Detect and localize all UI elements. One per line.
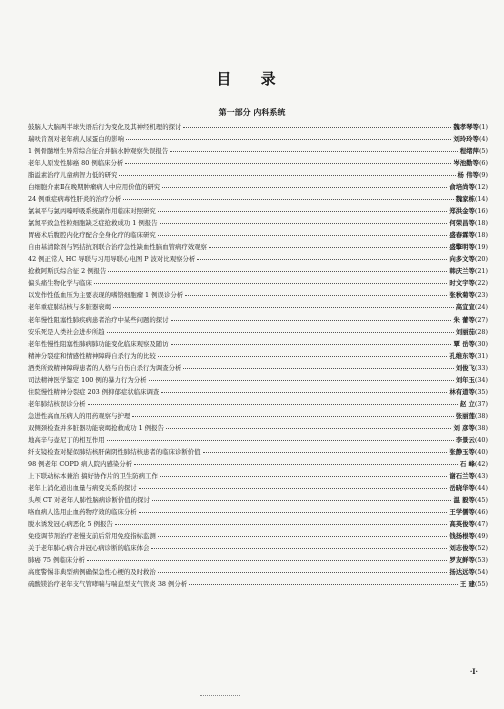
entry-page: (5) bbox=[478, 147, 488, 156]
leader-dots bbox=[126, 139, 452, 140]
toc-entry bbox=[28, 530, 488, 542]
entry-title: 肺癌 75 例临床分析 bbox=[28, 556, 85, 565]
entry-author: 高英俊等 bbox=[449, 520, 475, 529]
entry-title: 头颅 CT 对老年人肺性脑病诊断价值的探讨 bbox=[28, 495, 150, 504]
toc-entry bbox=[28, 374, 488, 386]
leader-dots bbox=[162, 187, 447, 188]
entry-title: 98 例老年 COPD 病人院内感染分析 bbox=[28, 459, 133, 468]
entry-title: 老年重症肺结核与多脏器衰竭 bbox=[28, 303, 112, 312]
leader-dots bbox=[158, 356, 448, 357]
entry-author: 林有道等 bbox=[449, 387, 475, 396]
leader-dots bbox=[107, 332, 454, 333]
entry-title: 氯氮平致急性粒细胞缺乏症抢救成功 1 例报告 bbox=[28, 219, 158, 228]
leader-dots bbox=[209, 247, 447, 248]
entry-title: 关于老年肺心病合并冠心病诊断的临床体会 bbox=[28, 544, 150, 553]
entry-author: 罗友鲜等 bbox=[449, 556, 475, 565]
entry-page: (40) bbox=[474, 435, 488, 444]
entry-title: 脱水诱发冠心病恶化 5 例报告 bbox=[28, 520, 113, 529]
leader-dots bbox=[132, 416, 453, 417]
entry-title: 以发作性低血压为主要表现的嗜铬细胞瘤 1 例误诊分析 bbox=[28, 291, 184, 300]
entry-page: (19) bbox=[474, 243, 488, 252]
entry-title: 老年肺结核误诊分析 bbox=[28, 399, 86, 408]
entry-title: 咯血病人选用止血药物疗效的临床分析 bbox=[28, 508, 137, 516]
entry-page: (38) bbox=[474, 423, 488, 432]
page-number: ·I· bbox=[469, 667, 478, 676]
leader-dots bbox=[183, 368, 453, 369]
entry-author: 程绪萍 bbox=[459, 147, 479, 156]
toc-entry bbox=[28, 338, 488, 350]
toc-entry bbox=[28, 265, 488, 277]
toc-entry bbox=[28, 518, 488, 530]
entry-author: 王 建 bbox=[459, 580, 475, 589]
leader-dots bbox=[171, 344, 452, 345]
leader-dots bbox=[166, 428, 452, 429]
entry-title: 1 例骨髓增生异常综合征合并脑水肿观察失误报告 bbox=[28, 147, 169, 156]
toc-entry bbox=[28, 506, 488, 518]
entry-author: 刘玲玲等 bbox=[453, 135, 479, 144]
entry-title: 瑞呋肯剂对老年病人尿蛋白的影响 bbox=[28, 135, 124, 144]
scan-mark bbox=[200, 694, 240, 696]
entry-page: (44) bbox=[474, 483, 488, 492]
toc-entry bbox=[28, 386, 488, 398]
toc-entry bbox=[28, 482, 488, 494]
entry-author: 盛春霖等 bbox=[449, 231, 475, 240]
entry-page: (46) bbox=[474, 508, 488, 516]
entry-page: (31) bbox=[474, 351, 488, 360]
entry-author: 张静玉等 bbox=[449, 447, 475, 456]
entry-author: 刘俊飞 bbox=[455, 363, 475, 372]
leader-dots bbox=[161, 392, 447, 393]
leader-dots bbox=[152, 500, 452, 501]
entry-title: 白细胞介素Ⅱ在晚期肿瘤病人中应用价值的研究 bbox=[28, 183, 161, 192]
entry-author: 魏家栋 bbox=[455, 195, 475, 204]
leader-dots bbox=[108, 271, 447, 272]
entry-title: 硫酸镁治疗老年支气管哮喘与喘息型支气管炎 38 例分析 bbox=[28, 580, 188, 589]
entry-page: (30) bbox=[474, 339, 488, 348]
entry-page: (47) bbox=[474, 520, 488, 529]
toc-entry bbox=[28, 326, 488, 338]
entry-page: (53) bbox=[474, 556, 488, 565]
entry-author: 时文宇等 bbox=[449, 279, 475, 288]
entry-title: 抢救阿斯氏综合征 2 例报告 bbox=[28, 267, 107, 276]
toc-entry bbox=[28, 121, 488, 133]
entry-author: 赵 立 bbox=[459, 399, 475, 408]
entry-title: 脂溢素治疗儿童病智力低的研究 bbox=[28, 171, 118, 180]
toc-entry bbox=[28, 554, 488, 566]
toc-entry bbox=[28, 362, 488, 374]
entry-page: (45) bbox=[474, 495, 488, 504]
entry-title: 双侧颈检查并多脏器功能衰竭抢救成功 1 例报告 bbox=[28, 423, 164, 432]
entry-page: (49) bbox=[474, 532, 488, 541]
entry-author: 何荣昌等 bbox=[449, 219, 475, 228]
leader-dots bbox=[160, 223, 448, 224]
entry-page: (42) bbox=[474, 459, 488, 468]
entry-title: 免疫调节剂治疗老慢支前后常用免疫指标监测 bbox=[28, 532, 156, 541]
entry-author: 杨 伟等 bbox=[457, 171, 479, 180]
toc-entry bbox=[28, 181, 488, 193]
leader-dots bbox=[158, 572, 448, 573]
entry-page: (18) bbox=[474, 219, 488, 228]
leader-dots bbox=[88, 404, 458, 405]
leader-dots bbox=[203, 452, 448, 453]
entry-title: 精神分裂症和情感性精神障碍自杀行为的比较 bbox=[28, 351, 156, 360]
entry-author: 向多文等 bbox=[449, 255, 475, 264]
entry-author: 张秋菊等 bbox=[449, 291, 475, 300]
entry-page: (6) bbox=[478, 159, 488, 168]
entry-author: 俞培尚等 bbox=[449, 183, 475, 192]
entry-page: (21) bbox=[474, 267, 488, 276]
entry-title: 司法精神医学鉴定 100 例的暴力行为分析 bbox=[28, 375, 147, 384]
leader-dots bbox=[158, 211, 448, 212]
entry-title: 纤支镜检查对疑似肺结核肝菌阴性肺结核患者的临床诊断价值 bbox=[28, 447, 201, 456]
leader-dots bbox=[160, 476, 447, 477]
entry-author: 韩庆兰等 bbox=[449, 267, 475, 276]
entry-author: 张丽莲 bbox=[455, 411, 475, 420]
toc-entry bbox=[28, 169, 488, 181]
entry-author: 岑池勤等 bbox=[453, 159, 479, 168]
leader-dots bbox=[171, 320, 452, 321]
entry-author: 谢石兰等 bbox=[449, 471, 475, 480]
entry-page: (18) bbox=[474, 231, 488, 240]
entry-page: (28) bbox=[474, 327, 488, 336]
toc-entry bbox=[28, 229, 488, 241]
entry-author: 岳晓华等 bbox=[449, 483, 475, 492]
entry-title: 急进性高血压病人的用药观察与护理 bbox=[28, 411, 131, 420]
leader-dots bbox=[113, 307, 454, 308]
entry-page: (4) bbox=[478, 135, 488, 144]
entry-author: 王学儒等 bbox=[449, 508, 475, 516]
entry-author: 覃 岳等 bbox=[453, 339, 475, 348]
leader-dots bbox=[119, 175, 455, 176]
toc-list bbox=[28, 121, 488, 590]
entry-title: 胃癌术后腹腔内化疗配合全身化疗的临床研究 bbox=[28, 231, 156, 240]
entry-page: (24) bbox=[474, 303, 488, 312]
leader-dots bbox=[107, 440, 454, 441]
leader-dots bbox=[115, 524, 447, 525]
entry-title: 上下联动标本兼治 搞好协作片的卫生防病工作 bbox=[28, 471, 158, 480]
toc-entry bbox=[28, 193, 488, 205]
entry-page: (33) bbox=[474, 363, 488, 372]
leader-dots bbox=[158, 235, 448, 236]
leader-dots bbox=[123, 199, 453, 200]
leader-dots bbox=[170, 151, 457, 152]
entry-title: 老年上消化道出血量与病变关系的探讨 bbox=[28, 483, 137, 492]
toc-entry bbox=[28, 314, 488, 326]
toc-entry bbox=[28, 205, 488, 217]
leader-dots bbox=[87, 560, 447, 561]
entry-page: (35) bbox=[474, 387, 488, 396]
entry-page: (55) bbox=[474, 580, 488, 589]
entry-title: 安乐死是人类社会进步所趋 bbox=[28, 327, 105, 336]
toc-entry bbox=[28, 434, 488, 446]
leader-dots bbox=[189, 584, 458, 585]
entry-page: (52) bbox=[474, 544, 488, 553]
entry-page: (14) bbox=[474, 195, 488, 204]
toc-entry bbox=[28, 277, 488, 289]
entry-title: 地高辛与壶尼丁的相互作用 bbox=[28, 435, 105, 444]
entry-page: (54) bbox=[474, 568, 488, 577]
entry-title: 老年性慢性阻塞性肺病肺功能变化临床观察及随访 bbox=[28, 339, 169, 348]
entry-author: 李景云 bbox=[455, 435, 475, 444]
toc-entry bbox=[28, 253, 488, 265]
toc-entry bbox=[28, 133, 488, 145]
leader-dots bbox=[134, 464, 458, 465]
toc-entry bbox=[28, 350, 488, 362]
toc-entry bbox=[28, 566, 488, 578]
entry-page: (37) bbox=[474, 399, 488, 408]
toc-entry bbox=[28, 217, 488, 229]
toc-entry bbox=[28, 470, 488, 482]
toc-entry bbox=[28, 157, 488, 169]
entry-author: 魏孝琴等 bbox=[453, 123, 479, 131]
toc-entry bbox=[28, 494, 488, 506]
entry-author: 盛擎明等 bbox=[449, 243, 475, 252]
entry-page: (9) bbox=[478, 171, 488, 180]
leader-dots bbox=[183, 127, 451, 128]
entry-author: 钱扬根等 bbox=[449, 532, 475, 541]
leader-dots bbox=[94, 283, 447, 284]
toc-entry bbox=[28, 446, 488, 458]
entry-author: 石 峰 bbox=[459, 459, 475, 468]
entry-author: 刘 彦等 bbox=[453, 423, 475, 432]
entry-page: (40) bbox=[474, 447, 488, 456]
entry-title: 偏头痛生物化学与临床 bbox=[28, 279, 92, 288]
entry-title: 氯氧平与氯丙嗪呼吸系统副作用临床对照研究 bbox=[28, 207, 156, 216]
toc-entry bbox=[28, 241, 488, 253]
entry-title: 住院慢性精神分裂症 203 例抑郁症状临床调查 bbox=[28, 387, 160, 396]
entry-page: (22) bbox=[474, 279, 488, 288]
entry-page: (43) bbox=[474, 471, 488, 480]
entry-title: 老年慢性阻塞性肺疾病患者治疗中某些问题的探讨 bbox=[28, 315, 169, 324]
entry-title: 24 例重症病毒性肝炎的治疗分析 bbox=[28, 195, 122, 204]
toc-entry bbox=[28, 578, 488, 590]
toc-entry bbox=[28, 422, 488, 434]
toc-entry bbox=[28, 145, 488, 157]
section-heading: 第一部分 内科系统 bbox=[218, 108, 286, 117]
entry-author: 高宜宣 bbox=[455, 303, 475, 312]
entry-author: 温 毅等 bbox=[453, 495, 475, 504]
entry-page: (12) bbox=[474, 183, 488, 192]
entry-author: 扬达远等 bbox=[449, 568, 475, 577]
leader-dots bbox=[185, 295, 447, 296]
entry-page: (27) bbox=[474, 315, 488, 324]
entry-author: 刘年玉 bbox=[455, 375, 475, 384]
toc-entry bbox=[28, 542, 488, 554]
leader-dots bbox=[158, 536, 448, 537]
entry-author: 朱 蕾等 bbox=[453, 315, 475, 324]
entry-title: 高度警惕非典型病例确保急性心梗的及时救治 bbox=[28, 568, 156, 577]
toc-entry bbox=[28, 289, 488, 301]
entry-page: (20) bbox=[474, 255, 488, 264]
entry-author: 刘志俊等 bbox=[449, 544, 475, 553]
leader-dots bbox=[151, 548, 447, 549]
page-title: 目 录 bbox=[216, 70, 288, 88]
toc-entry bbox=[28, 398, 488, 410]
entry-page: (1) bbox=[478, 123, 488, 131]
entry-title: 酒类所致精神障碍患者的人格与自伤自杀行为调查分析 bbox=[28, 363, 182, 372]
entry-page: (38) bbox=[474, 411, 488, 420]
entry-page: (23) bbox=[474, 291, 488, 300]
leader-dots bbox=[197, 259, 447, 260]
entry-page: (34) bbox=[474, 375, 488, 384]
leader-dots bbox=[125, 163, 451, 164]
entry-title: 42 例正常人 HC 导联与习用导联心电图 P 波对比观察分析 bbox=[28, 255, 196, 264]
toc-entry bbox=[28, 301, 488, 313]
toc-entry bbox=[28, 410, 488, 422]
entry-author: 郑洪金等 bbox=[449, 207, 475, 216]
entry-author: 刘丽茄 bbox=[455, 327, 475, 336]
leader-dots bbox=[139, 512, 448, 513]
entry-title: 自由基清除剂与钙拮抗剂联合治疗急性缺血性脑血管病疗效观察 bbox=[28, 243, 207, 252]
entry-author: 孔维东等 bbox=[449, 351, 475, 360]
entry-title: 鼓脑人大脑两半球失语后行为变化及其神经机理的探讨 bbox=[28, 123, 182, 131]
entry-page: (16) bbox=[474, 207, 488, 216]
toc-entry bbox=[28, 458, 488, 470]
entry-title: 老年人原发性肺癌 80 例临床分析 bbox=[28, 159, 124, 168]
leader-dots bbox=[139, 488, 448, 489]
leader-dots bbox=[149, 380, 454, 381]
